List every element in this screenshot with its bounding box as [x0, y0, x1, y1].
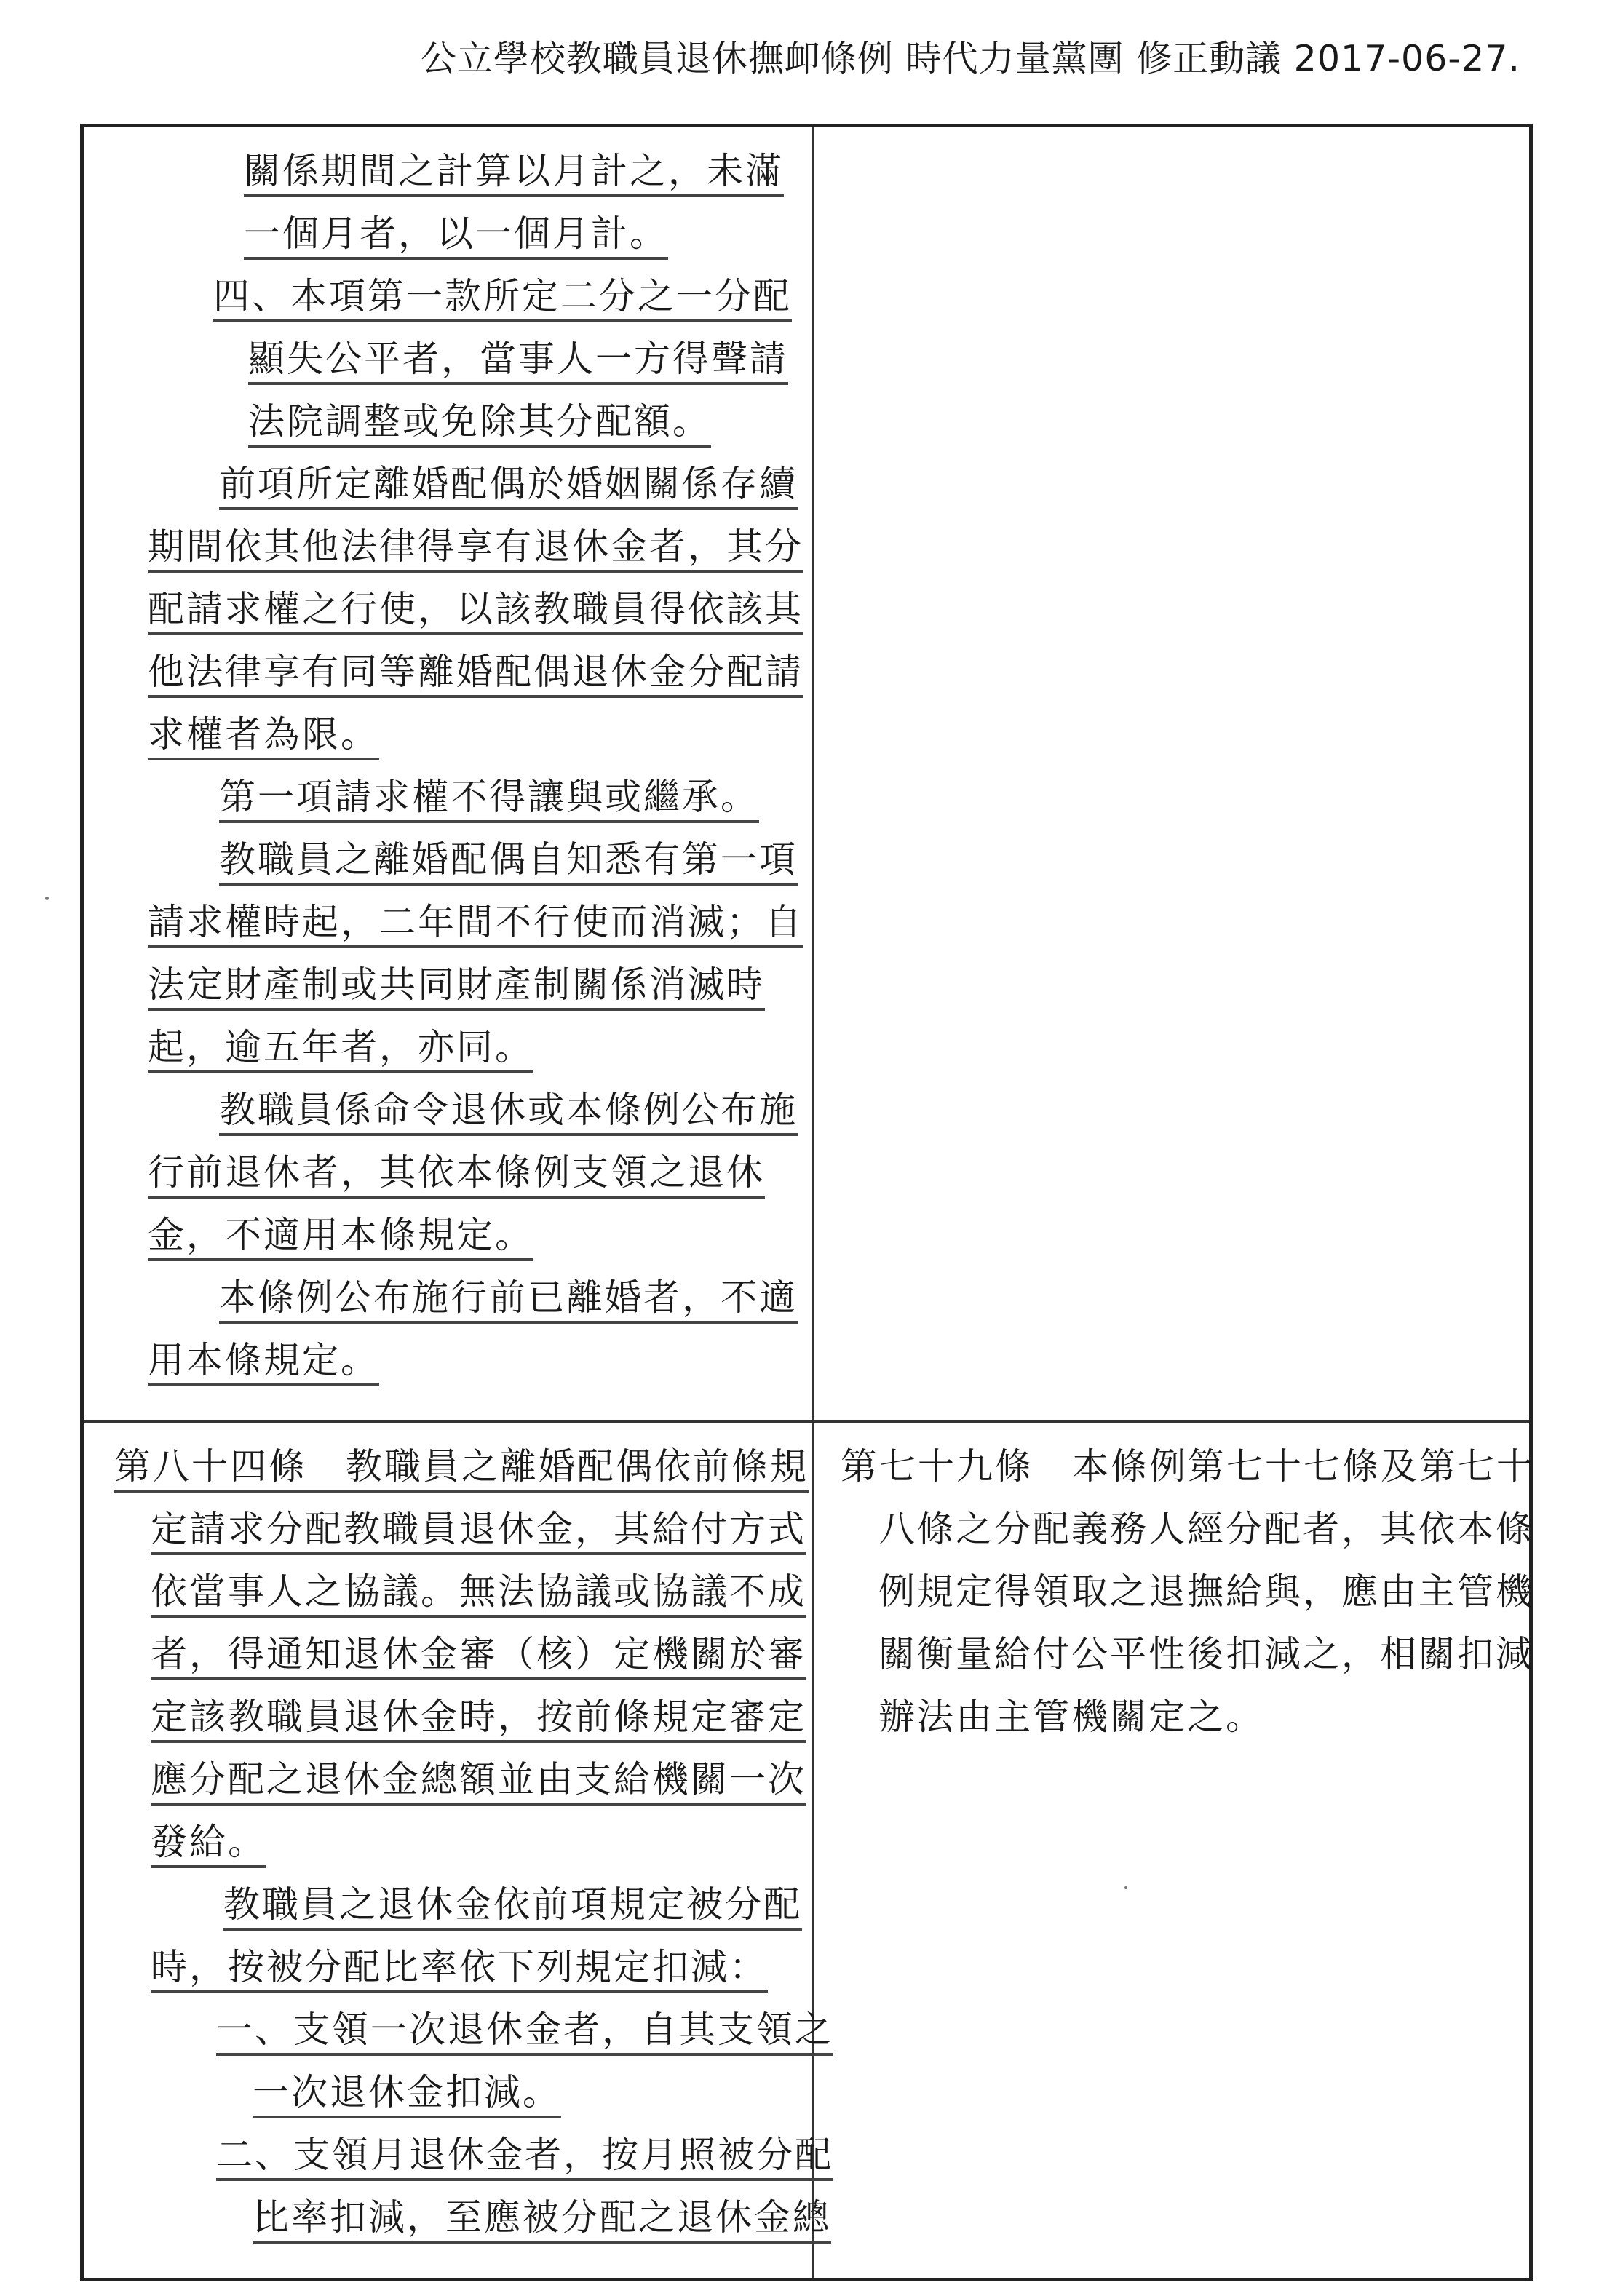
- row-divider: [84, 1420, 1529, 1423]
- text-line: 例規定得領取之退撫給與，應由主管機: [878, 1570, 1534, 1613]
- text-line: 時，按被分配比率依下列規定扣減：: [151, 1945, 768, 1993]
- text-line: 應分配之退休金總額並由支給機關一次: [151, 1757, 806, 1806]
- text-line: 關衡量給付公平性後扣減之，相關扣減: [878, 1633, 1534, 1675]
- text-line: 求權者為限。: [148, 712, 379, 760]
- text-line: 前項所定離婚配偶於婚姻關係存續: [219, 462, 798, 510]
- text-line: 法定財產制或共同財產制關係消滅時: [148, 963, 765, 1011]
- text-line: 定請求分配教職員退休金，其給付方式: [151, 1507, 806, 1555]
- text-line: 關係期間之計算以月計之，未滿: [244, 149, 784, 197]
- document-header: 公立學校教職員退休撫卹條例 時代力量黨團 修正動議 2017-06-27.: [420, 38, 1520, 79]
- text-line: 教職員係命令退休或本條例公布施: [219, 1088, 798, 1136]
- text-line: 四、本項第一款所定二分之一分配: [213, 274, 792, 322]
- text-line: 二、支領月退休金者，按月照被分配: [216, 2133, 833, 2181]
- scan-speck: [45, 897, 49, 900]
- text-line: 者，得通知退休金審（核）定機關於審: [151, 1632, 806, 1680]
- text-line: 辦法由主管機關定之。: [878, 1696, 1264, 1738]
- text-line: 用本條規定。: [148, 1338, 379, 1386]
- text-line: 比率扣減，至應被分配之退休金總: [253, 2196, 831, 2244]
- comparison-table: [80, 124, 1533, 2281]
- text-line: 發給。: [151, 1820, 266, 1868]
- text-line: 第八十四條 教職員之離婚配偶依前條規: [114, 1445, 809, 1493]
- text-line: 一次退休金扣減。: [253, 2070, 561, 2118]
- text-line: 請求權時起，二年間不行使而消滅；自: [148, 900, 803, 948]
- text-line: 配請求權之行使，以該教職員得依該其: [148, 587, 803, 635]
- text-line: 行前退休者，其依本條例支領之退休: [148, 1151, 765, 1199]
- text-line: 法院調整或免除其分配額。: [248, 400, 711, 448]
- text-line: 本條例公布施行前已離婚者，不適: [219, 1276, 798, 1324]
- text-line: 教職員之離婚配偶自知悉有第一項: [219, 838, 798, 886]
- column-divider: [812, 127, 814, 2278]
- text-line: 他法律享有同等離婚配偶退休金分配請: [148, 650, 803, 698]
- text-line: 金，不適用本條規定。: [148, 1213, 533, 1261]
- scan-speck: [1124, 1886, 1127, 1889]
- text-line: 八條之分配義務人經分配者，其依本條: [878, 1508, 1534, 1550]
- text-line: 第七十九條 本條例第七十七條及第七十: [841, 1445, 1535, 1487]
- text-line: 教職員之退休金依前項規定被分配: [223, 1883, 802, 1931]
- text-line: 定該教職員退休金時，按前條規定審定: [151, 1695, 806, 1743]
- text-line: 起，逾五年者，亦同。: [148, 1025, 533, 1073]
- text-line: 期間依其他法律得享有退休金者，其分: [148, 525, 803, 573]
- text-line: 依當事人之協議。無法協議或協議不成: [151, 1570, 806, 1618]
- text-line: 一、支領一次退休金者，自其支領之: [216, 2008, 833, 2056]
- text-line: 第一項請求權不得讓與或繼承。: [219, 775, 759, 823]
- text-line: 一個月者，以一個月計。: [244, 212, 668, 260]
- text-line: 顯失公平者，當事人一方得聲請: [248, 337, 788, 385]
